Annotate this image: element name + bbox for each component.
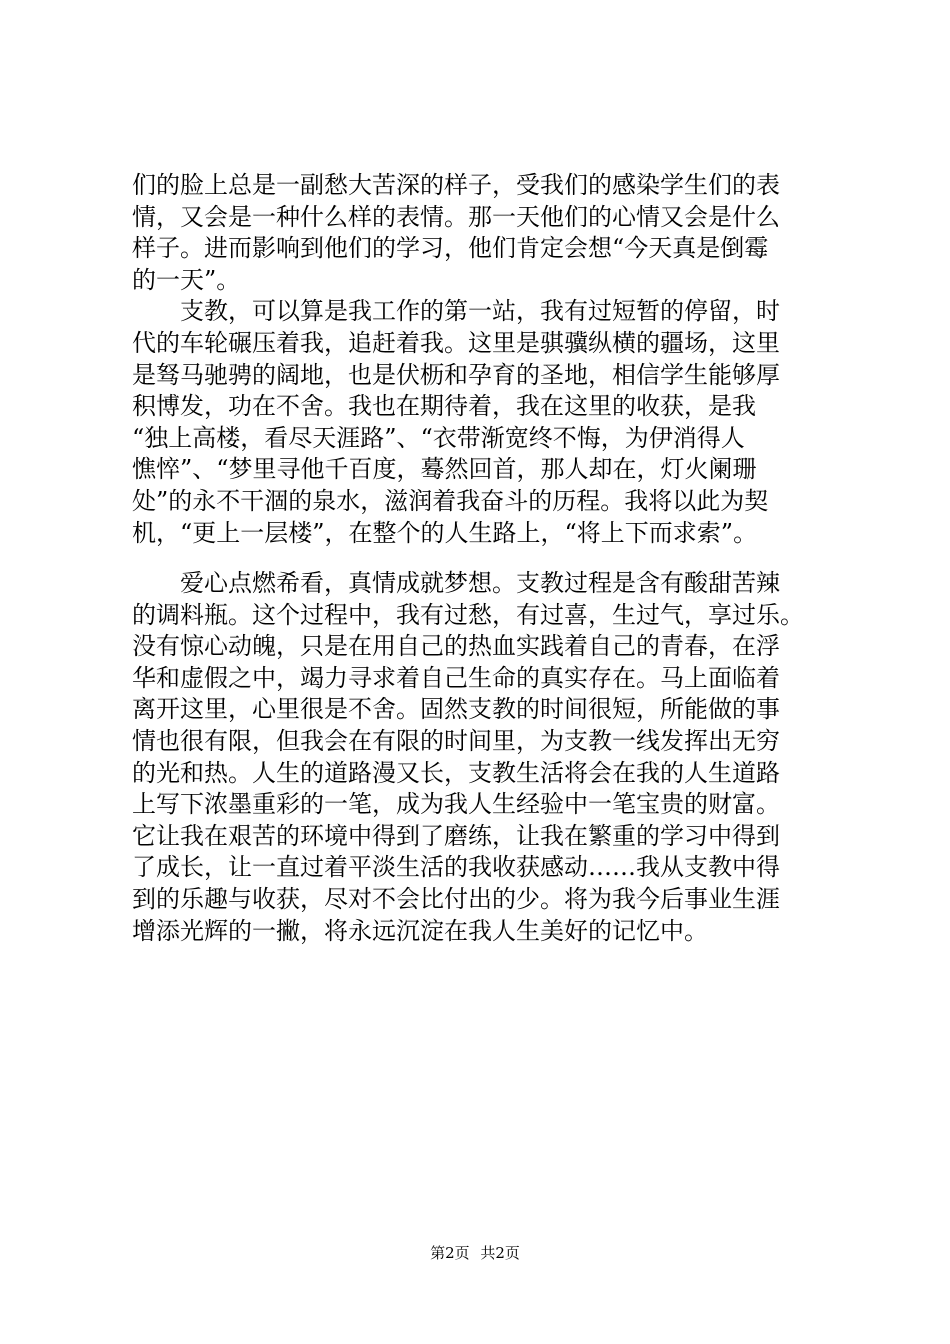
paragraph-line: 到的乐趣与收获，尽对不会比付出的少。将为我今后事业生涯 [132, 884, 780, 913]
page-footer [0, 1243, 950, 1263]
paragraph-line: 增添光辉的一撇，将永远沉淀在我人生美好的记忆中。 [132, 916, 708, 945]
paragraph-line: 的调料瓶。这个过程中，我有过愁，有过喜，生过气，享过乐。 [132, 600, 804, 629]
paragraph-line: 爱心点燃希看，真情成就梦想。支教过程是含有酸甜苦辣 [180, 569, 780, 597]
page-number: 第2页 [430, 1244, 470, 1262]
paragraph-group-1 [132, 170, 852, 549]
paragraph-line: 憔悴”、“梦里寻他千百度，蓦然回首，那人却在，灯火阑珊 [132, 455, 757, 484]
paragraph-line: 离开这里，心里很是不舍。固然支教的时间很短，所能做的事 [132, 695, 780, 724]
paragraph-line: 代的车轮碾压着我，追赶着我。这里是骐骥纵横的疆场，这里 [132, 328, 780, 357]
paragraph-line: 的光和热。人生的道路漫又长，支教生活将会在我的人生道路 [132, 758, 780, 787]
paragraph-line: 情也很有限，但我会在有限的时间里，为支教一线发挥出无穷 [132, 726, 780, 755]
paragraph-line: 机，“更上一层楼”，在整个的人生路上，“将上下而求索”。 [132, 518, 758, 547]
paragraph-line: “独上高楼，看尽天涯路”、“衣带渐宽终不悔，为伊消得人 [132, 423, 745, 452]
paragraph-line: 华和虚假之中，竭力寻求着自己生命的真实存在。马上面临着 [132, 663, 780, 692]
paragraph-group-2 [132, 568, 852, 947]
paragraph-line: 情，又会是一种什么样的表情。那一天他们的心情又会是什么 [132, 202, 780, 231]
paragraph-line: 它让我在艰苦的环境中得到了磨练，让我在繁重的学习中得到 [132, 821, 780, 850]
paragraph-line: 处”的永不干涸的泉水，滋润着我奋斗的历程。我将以此为契 [132, 486, 769, 515]
paragraph-line: 没有惊心动魄，只是在用自己的热血实践着自己的青春，在浮 [132, 632, 780, 661]
paragraph-line: 们的脸上总是一副愁大苦深的样子，受我们的感染学生们的表 [132, 171, 780, 199]
paragraph-line: 积博发，功在不舍。我也在期待着，我在这里的收获，是我 [132, 392, 756, 421]
paragraph-line: 是驽马驰骋的阔地，也是伏枥和孕育的圣地，相信学生能够厚 [132, 360, 780, 389]
page-total: 共2页 [480, 1244, 520, 1262]
paragraph-line: 了成长，让一直过着平淡生活的我收获感动……我从支教中得 [132, 853, 780, 882]
paragraph-line: 样子。进而影响到他们的学习，他们肯定会想“今天真是倒霉 [132, 234, 769, 263]
paragraph-line: 支教，可以算是我工作的第一站，我有过短暂的停留，时 [180, 297, 780, 326]
paragraph-line: 的一天”。 [132, 265, 241, 294]
paragraph-line: 上写下浓墨重彩的一笔，成为我人生经验中一笔宝贵的财富。 [132, 790, 780, 819]
